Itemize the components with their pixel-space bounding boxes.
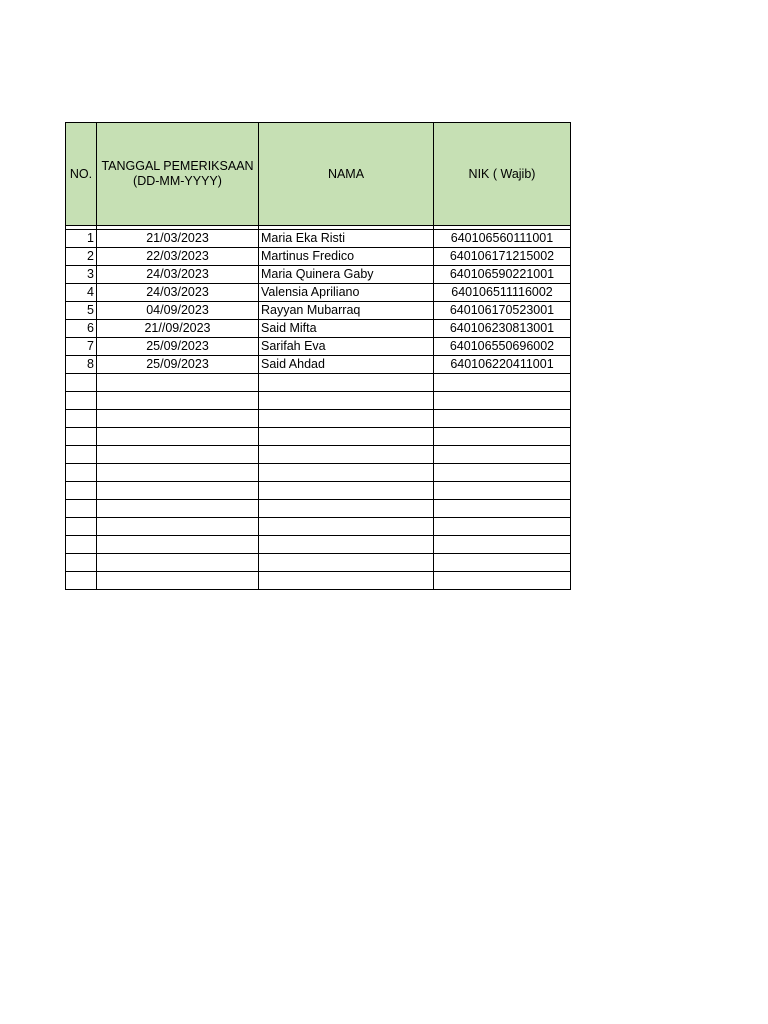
cell-date[interactable]: 24/03/2023 bbox=[97, 284, 259, 302]
cell-no[interactable] bbox=[66, 536, 97, 554]
cell-nik[interactable] bbox=[434, 446, 571, 464]
cell-nik[interactable]: 640106560111001 bbox=[434, 230, 571, 248]
cell-name[interactable] bbox=[259, 518, 434, 536]
cell-name[interactable] bbox=[259, 374, 434, 392]
table-row bbox=[66, 482, 571, 500]
cell-no[interactable] bbox=[66, 482, 97, 500]
cell-nik[interactable]: 640106550696002 bbox=[434, 338, 571, 356]
cell-name[interactable]: Said Mifta bbox=[259, 320, 434, 338]
cell-no[interactable] bbox=[66, 572, 97, 590]
cell-no[interactable]: 1 bbox=[66, 230, 97, 248]
cell-name[interactable]: Rayyan Mubarraq bbox=[259, 302, 434, 320]
cell-date[interactable] bbox=[97, 446, 259, 464]
cell-nik[interactable]: 640106170523001 bbox=[434, 302, 571, 320]
table-row bbox=[66, 518, 571, 536]
cell-date[interactable]: 21//09/2023 bbox=[97, 320, 259, 338]
cell-date[interactable] bbox=[97, 464, 259, 482]
cell-date[interactable]: 04/09/2023 bbox=[97, 302, 259, 320]
cell-no[interactable]: 2 bbox=[66, 248, 97, 266]
header-date-label: TANGGAL PEMERIKSAAN bbox=[101, 159, 254, 173]
cell-nik[interactable]: 640106590221001 bbox=[434, 266, 571, 284]
cell-no[interactable]: 8 bbox=[66, 356, 97, 374]
cell-nik[interactable] bbox=[434, 572, 571, 590]
cell-nik[interactable] bbox=[434, 500, 571, 518]
cell-date[interactable]: 24/03/2023 bbox=[97, 266, 259, 284]
cell-name[interactable] bbox=[259, 392, 434, 410]
cell-no[interactable] bbox=[66, 518, 97, 536]
cell-nik[interactable]: 640106171215002 bbox=[434, 248, 571, 266]
table-row bbox=[66, 374, 571, 392]
cell-nik[interactable] bbox=[434, 392, 571, 410]
cell-nik[interactable] bbox=[434, 536, 571, 554]
table-row bbox=[66, 572, 571, 590]
header-no bbox=[66, 123, 97, 226]
table-row bbox=[66, 428, 571, 446]
cell-no[interactable] bbox=[66, 554, 97, 572]
cell-no[interactable]: 4 bbox=[66, 284, 97, 302]
cell-name[interactable]: Valensia Apriliano bbox=[259, 284, 434, 302]
table-header bbox=[66, 123, 571, 226]
table-row bbox=[66, 230, 571, 248]
cell-date[interactable]: 21/03/2023 bbox=[97, 230, 259, 248]
table-row bbox=[66, 302, 571, 320]
cell-date[interactable] bbox=[97, 410, 259, 428]
cell-date[interactable] bbox=[97, 482, 259, 500]
table-row bbox=[66, 446, 571, 464]
cell-nik[interactable]: 640106230813001 bbox=[434, 320, 571, 338]
cell-no[interactable] bbox=[66, 374, 97, 392]
cell-nik[interactable] bbox=[434, 374, 571, 392]
cell-name[interactable] bbox=[259, 464, 434, 482]
table-row bbox=[66, 356, 571, 374]
cell-no[interactable] bbox=[66, 428, 97, 446]
cell-date[interactable] bbox=[97, 500, 259, 518]
cell-nik[interactable] bbox=[434, 518, 571, 536]
cell-name[interactable] bbox=[259, 410, 434, 428]
table-row bbox=[66, 410, 571, 428]
cell-no[interactable] bbox=[66, 392, 97, 410]
table-row bbox=[66, 338, 571, 356]
cell-date[interactable] bbox=[97, 554, 259, 572]
exam-register-table bbox=[65, 122, 571, 590]
cell-no[interactable] bbox=[66, 464, 97, 482]
cell-name[interactable]: Said Ahdad bbox=[259, 356, 434, 374]
cell-date[interactable]: 22/03/2023 bbox=[97, 248, 259, 266]
cell-nik[interactable] bbox=[434, 428, 571, 446]
cell-name[interactable]: Maria Quinera Gaby bbox=[259, 266, 434, 284]
table-row bbox=[66, 392, 571, 410]
header-date-format: (DD-MM-YYYY) bbox=[133, 174, 222, 188]
cell-no[interactable] bbox=[66, 500, 97, 518]
table-row bbox=[66, 464, 571, 482]
cell-no[interactable] bbox=[66, 446, 97, 464]
cell-date[interactable] bbox=[97, 428, 259, 446]
table-row bbox=[66, 248, 571, 266]
cell-name[interactable]: Sarifah Eva bbox=[259, 338, 434, 356]
cell-name[interactable] bbox=[259, 428, 434, 446]
header-name bbox=[259, 123, 434, 226]
header-date bbox=[97, 123, 259, 226]
cell-date[interactable]: 25/09/2023 bbox=[97, 338, 259, 356]
table-row bbox=[66, 536, 571, 554]
table-row bbox=[66, 266, 571, 284]
header-nik-label: NIK ( Wajib) bbox=[468, 166, 536, 181]
cell-date[interactable] bbox=[97, 392, 259, 410]
cell-name[interactable] bbox=[259, 536, 434, 554]
cell-name[interactable] bbox=[259, 482, 434, 500]
cell-no[interactable]: 5 bbox=[66, 302, 97, 320]
cell-nik[interactable] bbox=[434, 464, 571, 482]
table-row bbox=[66, 284, 571, 302]
cell-name[interactable] bbox=[259, 554, 434, 572]
cell-nik[interactable] bbox=[434, 410, 571, 428]
cell-date[interactable]: 25/09/2023 bbox=[97, 356, 259, 374]
header-row bbox=[66, 123, 571, 226]
cell-no[interactable]: 3 bbox=[66, 266, 97, 284]
cell-name[interactable] bbox=[259, 446, 434, 464]
header-no-label: NO. bbox=[69, 166, 93, 181]
cell-no[interactable]: 7 bbox=[66, 338, 97, 356]
cell-no[interactable]: 6 bbox=[66, 320, 97, 338]
cell-nik[interactable] bbox=[434, 554, 571, 572]
table-body bbox=[66, 226, 571, 590]
table-row bbox=[66, 554, 571, 572]
cell-date[interactable] bbox=[97, 536, 259, 554]
cell-date[interactable] bbox=[97, 572, 259, 590]
cell-name[interactable]: Maria Eka Risti bbox=[259, 230, 434, 248]
cell-date[interactable] bbox=[97, 374, 259, 392]
cell-date[interactable] bbox=[97, 518, 259, 536]
cell-name[interactable] bbox=[259, 500, 434, 518]
table-row bbox=[66, 320, 571, 338]
cell-nik[interactable]: 640106220411001 bbox=[434, 356, 571, 374]
cell-name[interactable] bbox=[259, 572, 434, 590]
header-nik bbox=[434, 123, 571, 226]
header-name-label: NAMA bbox=[327, 166, 365, 181]
cell-nik[interactable] bbox=[434, 482, 571, 500]
cell-name[interactable]: Martinus Fredico bbox=[259, 248, 434, 266]
cell-no[interactable] bbox=[66, 410, 97, 428]
table-row bbox=[66, 500, 571, 518]
cell-nik[interactable]: 640106511116002 bbox=[434, 284, 571, 302]
